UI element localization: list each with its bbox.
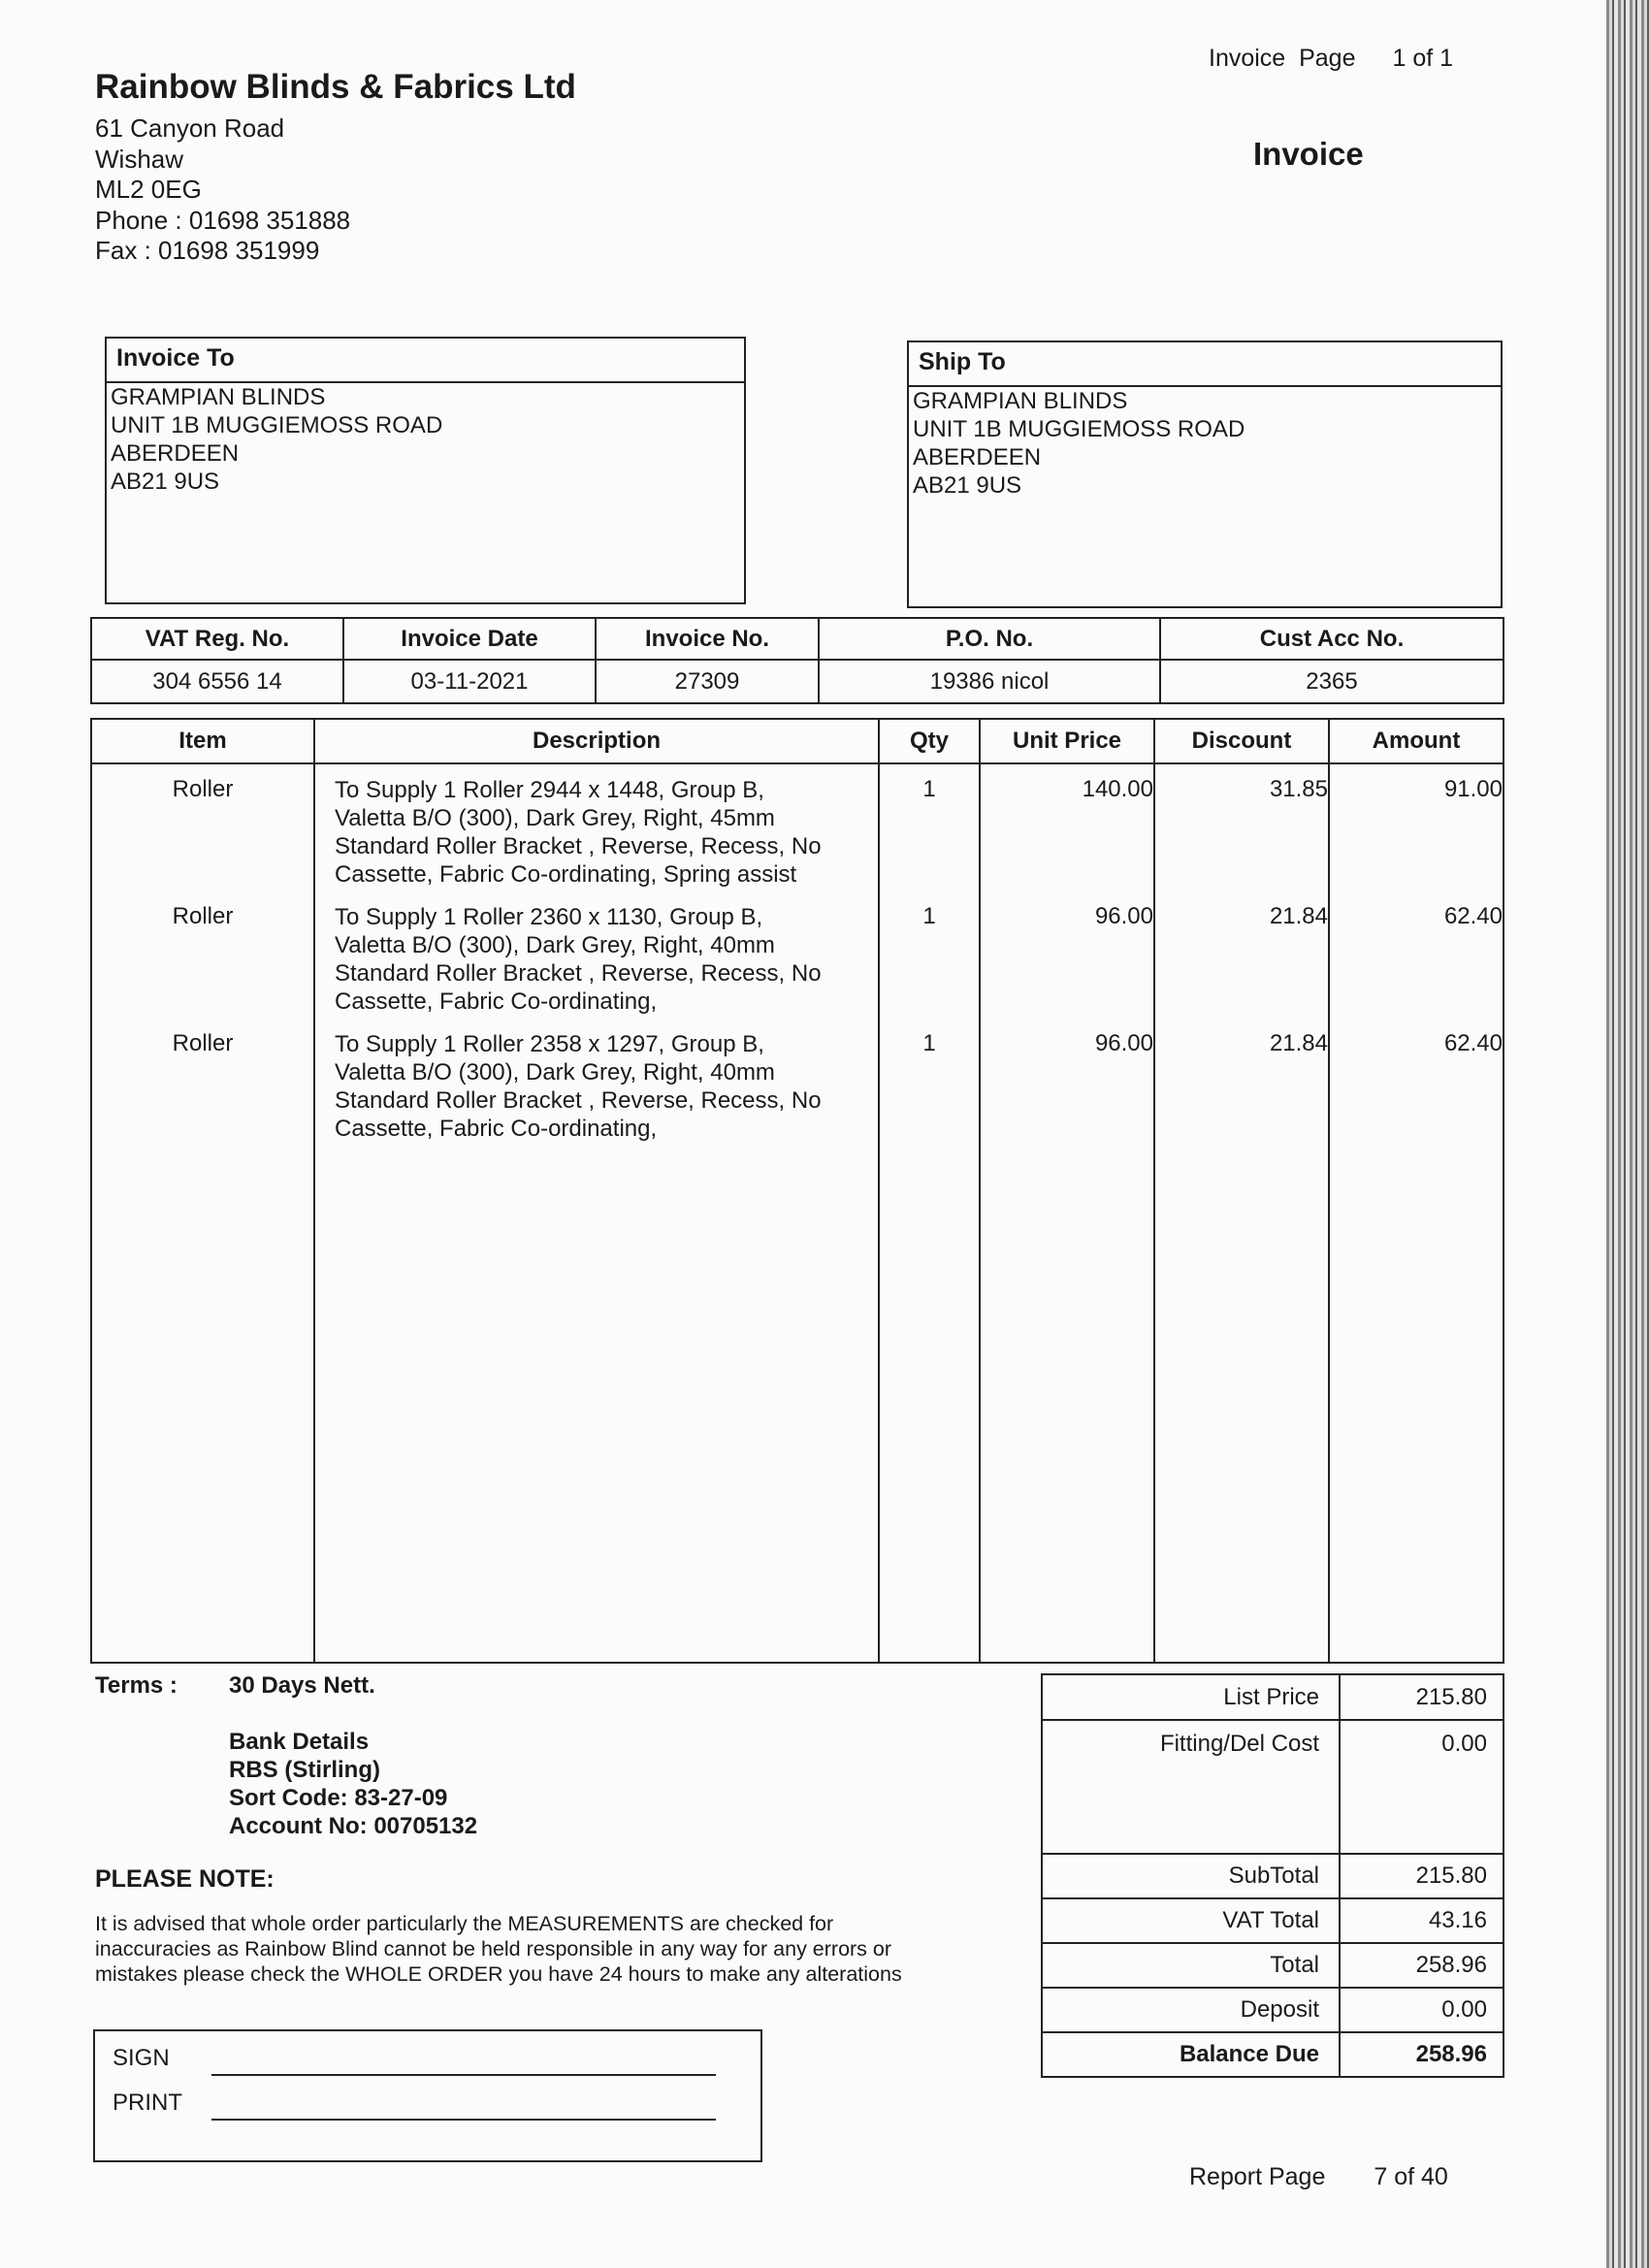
note-text — [95, 1911, 1046, 1987]
company-name: Rainbow Blinds & Fabrics Ltd — [95, 68, 576, 106]
invoice-date-value: 03-11-2021 — [343, 660, 596, 703]
item-cell: Roller — [172, 903, 234, 929]
print-label: PRINT — [113, 2090, 182, 2116]
list-price-label: List Price — [1042, 1674, 1340, 1720]
description-line: Valetta B/O (300), Dark Grey, Right, 45mm — [335, 805, 775, 831]
discount-cell: 21.84 — [1269, 1030, 1328, 1056]
info-header-row — [91, 618, 1504, 660]
discount-header: Discount — [1154, 719, 1329, 763]
invoice-to-heading: Invoice To — [107, 339, 744, 383]
ship-to-line: GRAMPIAN BLINDS — [913, 388, 1128, 414]
balance-row — [1042, 2032, 1504, 2077]
amount-cell: 91.00 — [1443, 776, 1503, 802]
bank-details — [229, 1728, 477, 1840]
invoice-page-value: 1 of 1 — [1392, 45, 1454, 72]
description-line: Standard Roller Bracket , Reverse, Recess, No — [335, 833, 822, 859]
unit-price-cell: 140.00 — [1082, 776, 1153, 802]
item-cell: Roller — [172, 1030, 234, 1056]
discount-column — [1154, 763, 1329, 1663]
note-line: inaccuracies as Rainbow Blind cannot be held responsible in any way for any errors or — [95, 1937, 892, 1960]
balance-value: 258.96 — [1340, 2032, 1504, 2077]
invoice-to-line: UNIT 1B MUGGIEMOSS ROAD — [111, 412, 443, 438]
note-line: It is advised that whole order particularly the MEASUREMENTS are checked for — [95, 1912, 834, 1935]
po-no-value: 19386 nicol — [819, 660, 1160, 703]
item-header: Item — [91, 719, 314, 763]
print-line[interactable] — [211, 2119, 716, 2121]
signature-box — [93, 2029, 762, 2162]
list-price-row — [1042, 1674, 1504, 1720]
qty-header: Qty — [879, 719, 980, 763]
subtotal-row — [1042, 1854, 1504, 1898]
balance-label: Balance Due — [1042, 2032, 1340, 2077]
phone-line: Phone : 01698 351888 — [95, 205, 351, 235]
bank-line: RBS (Stirling) — [229, 1757, 380, 1783]
discount-cell: 21.84 — [1269, 903, 1328, 929]
bank-line: Bank Details — [229, 1729, 370, 1755]
subtotal-value: 215.80 — [1340, 1854, 1504, 1898]
subtotal-label: SubTotal — [1042, 1854, 1340, 1898]
invoice-to-address — [107, 383, 744, 496]
description-line: Cassette, Fabric Co-ordinating, — [335, 988, 658, 1015]
ship-to-box — [907, 340, 1503, 608]
scan-edge — [1606, 0, 1649, 2268]
amount-cell: 62.40 — [1443, 1030, 1503, 1056]
deposit-value: 0.00 — [1340, 1988, 1504, 2032]
vat-row — [1042, 1898, 1504, 1943]
fitting-row — [1042, 1720, 1504, 1854]
sign-label: SIGN — [113, 2045, 170, 2071]
invoice-no-value: 27309 — [596, 660, 819, 703]
vat-reg-value: 304 6556 14 — [91, 660, 343, 703]
address-line: ML2 0EG — [95, 175, 202, 204]
unit-price-cell: 96.00 — [1094, 903, 1153, 929]
total-label: Total — [1042, 1943, 1340, 1988]
qty-cell: 1 — [922, 903, 936, 929]
cust-acc-value: 2365 — [1160, 660, 1504, 703]
terms-value: 30 Days Nett. — [229, 1672, 375, 1699]
invoice-page-indicator — [1209, 45, 1453, 73]
document-title: Invoice — [1253, 136, 1364, 172]
invoice-to-line: AB21 9US — [111, 469, 220, 495]
invoice-to-line: GRAMPIAN BLINDS — [111, 384, 326, 410]
note-line: mistakes please check the WHOLE ORDER you have 24 hours to make any alterations — [95, 1962, 902, 1986]
vat-value: 43.16 — [1340, 1898, 1504, 1943]
total-row — [1042, 1943, 1504, 1988]
ship-to-heading: Ship To — [909, 342, 1501, 387]
invoice-info-table — [90, 617, 1504, 704]
ship-to-line: AB21 9US — [913, 472, 1022, 499]
description-line: Valetta B/O (300), Dark Grey, Right, 40mm — [335, 1059, 775, 1085]
address-line: 61 Canyon Road — [95, 113, 285, 143]
unit-price-column — [980, 763, 1154, 1663]
vat-reg-header: VAT Reg. No. — [91, 618, 343, 660]
vat-label: VAT Total — [1042, 1898, 1340, 1943]
sign-line[interactable] — [211, 2074, 716, 2076]
description-cell — [315, 776, 878, 903]
amount-header: Amount — [1329, 719, 1504, 763]
invoice-page-label: Invoice Page — [1209, 45, 1356, 72]
account-number: Account No: 00705132 — [229, 1813, 478, 1839]
invoice-to-box — [105, 337, 746, 604]
description-line: Cassette, Fabric Co-ordinating, Spring assist — [335, 861, 797, 888]
qty-cell: 1 — [922, 776, 936, 802]
ship-to-line: UNIT 1B MUGGIEMOSS ROAD — [913, 416, 1245, 442]
description-line: Cassette, Fabric Co-ordinating, — [335, 1116, 658, 1142]
note-heading: PLEASE NOTE: — [95, 1865, 275, 1893]
item-column — [91, 763, 314, 1663]
description-line: To Supply 1 Roller 2358 x 1297, Group B, — [335, 1031, 764, 1057]
unit-price-cell: 96.00 — [1094, 1030, 1153, 1056]
description-cell — [315, 1030, 878, 1157]
qty-cell: 1 — [922, 1030, 936, 1056]
deposit-row — [1042, 1988, 1504, 2032]
report-page-value: 7 of 40 — [1374, 2163, 1448, 2190]
invoice-no-header: Invoice No. — [596, 618, 819, 660]
description-line: Standard Roller Bracket , Reverse, Recess, No — [335, 960, 822, 987]
unit-price-header: Unit Price — [980, 719, 1154, 763]
deposit-label: Deposit — [1042, 1988, 1340, 2032]
description-cell — [315, 903, 878, 1030]
items-header-row — [91, 719, 1504, 763]
description-line: To Supply 1 Roller 2360 x 1130, Group B, — [335, 904, 763, 930]
ship-to-address — [909, 387, 1501, 500]
ship-to-line: ABERDEEN — [913, 444, 1042, 470]
qty-column — [879, 763, 980, 1663]
description-line: Valetta B/O (300), Dark Grey, Right, 40mm — [335, 932, 775, 958]
invoice-to-line: ABERDEEN — [111, 440, 240, 467]
totals-table — [1041, 1673, 1504, 2078]
description-line: To Supply 1 Roller 2944 x 1448, Group B, — [335, 777, 764, 803]
info-value-row — [91, 660, 1504, 703]
invoice-date-header: Invoice Date — [343, 618, 596, 660]
po-no-header: P.O. No. — [819, 618, 1160, 660]
report-page-label: Report Page — [1189, 2163, 1326, 2190]
company-address — [95, 113, 350, 267]
total-value: 258.96 — [1340, 1943, 1504, 1988]
cust-acc-header: Cust Acc No. — [1160, 618, 1504, 660]
sort-code: Sort Code: 83-27-09 — [229, 1785, 448, 1811]
fax-line: Fax : 01698 351999 — [95, 236, 320, 265]
fitting-label: Fitting/Del Cost — [1042, 1720, 1340, 1854]
description-line: Standard Roller Bracket , Reverse, Recess, No — [335, 1087, 822, 1114]
report-page-indicator — [1189, 2163, 1448, 2191]
discount-cell: 31.85 — [1269, 776, 1328, 802]
line-items-table — [90, 718, 1504, 1664]
amount-cell: 62.40 — [1443, 903, 1503, 929]
item-cell: Roller — [172, 776, 234, 802]
amount-column — [1329, 763, 1504, 1663]
terms-label: Terms : — [95, 1672, 178, 1699]
description-header: Description — [314, 719, 879, 763]
description-column — [314, 763, 879, 1663]
items-body — [91, 763, 1504, 1663]
list-price-value: 215.80 — [1340, 1674, 1504, 1720]
address-line: Wishaw — [95, 144, 184, 174]
fitting-value: 0.00 — [1340, 1720, 1504, 1854]
